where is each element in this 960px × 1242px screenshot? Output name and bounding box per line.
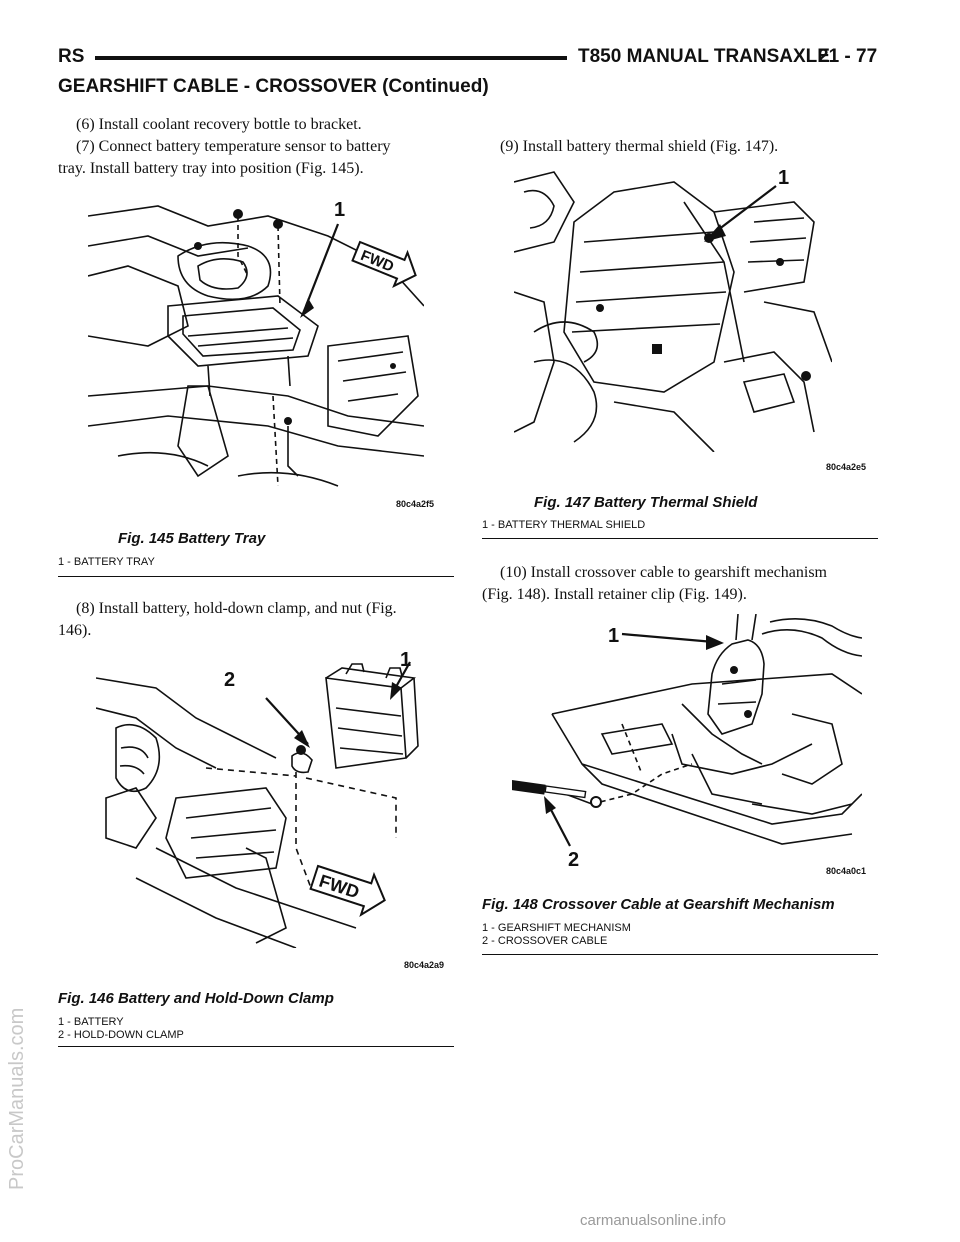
fig147-code: 80c4a2e5 [826, 462, 867, 472]
fig145-callout-1: 1 [334, 199, 346, 221]
fig148-callout-1: 1 [608, 625, 620, 647]
step-8-line-1: (8) Install battery, hold-down clamp, and nut (Fig. [76, 600, 397, 617]
fig145-fwd-label: FWD [358, 247, 397, 276]
thermal-shield-drawing [514, 162, 832, 452]
step-7-line-2: tray. Install battery tray into position (Fig. 145). [58, 160, 364, 177]
section-title: GEARSHIFT CABLE - CROSSOVER (Continued) [58, 76, 489, 97]
header-rule [95, 56, 567, 60]
fig147-callout-1: 1 [778, 167, 790, 189]
fig146-legend-1: 1 - BATTERY [58, 1016, 124, 1028]
fig145-rule [58, 576, 454, 577]
fig147-legend-1: 1 - BATTERY THERMAL SHIELD [482, 519, 646, 531]
step-6-7-paragraph [58, 114, 454, 180]
step-10-paragraph [482, 562, 878, 606]
fig148-rule [482, 954, 878, 955]
battery-holddown-drawing [96, 648, 424, 948]
footer-site-link[interactable]: carmanualsonline.info [580, 1212, 726, 1229]
side-watermark: ProCarManuals.com [6, 1007, 28, 1190]
step-10-line-2: (Fig. 148). Install retainer clip (Fig. 149). [482, 586, 747, 603]
fig147-illustration [514, 162, 832, 452]
header-title: T850 MANUAL TRANSAXLE [578, 46, 830, 67]
step-9-paragraph [482, 136, 878, 158]
fig148-legend-2: 2 - CROSSOVER CABLE [482, 935, 608, 947]
step-7-line-1: (7) Connect battery temperature sensor to battery [76, 138, 391, 155]
fig146-code: 80c4a2a9 [404, 960, 445, 970]
step-9: (9) Install battery thermal shield (Fig. 147). [500, 138, 779, 155]
fig146-title: Fig. 146 Battery and Hold-Down Clamp [58, 990, 334, 1007]
fig146-illustration [96, 648, 424, 948]
header-page-number: 21 - 77 [818, 46, 878, 67]
fig146-rule [58, 1046, 454, 1047]
fig148-legend-1: 1 - GEARSHIFT MECHANISM [482, 922, 631, 934]
fig145-title: Fig. 145 Battery Tray [118, 530, 266, 547]
fig145-illustration [88, 196, 424, 494]
step-8-line-2: 146). [58, 622, 92, 639]
fig148-title: Fig. 148 Crossover Cable at Gearshift Mechanism [482, 896, 835, 913]
fig148-illustration [512, 614, 862, 876]
fig146-callout-2: 2 [224, 669, 236, 691]
fig146-legend-2: 2 - HOLD-DOWN CLAMP [58, 1029, 184, 1041]
header-section-code: RS [58, 46, 85, 67]
fig148-callout-2: 2 [568, 849, 580, 871]
fig147-rule [482, 538, 878, 539]
step-8-paragraph [58, 598, 454, 642]
battery-tray-drawing [88, 196, 424, 494]
fig146-callout-1: 1 [400, 649, 412, 671]
step-10-line-1: (10) Install crossover cable to gearshift mechanism [500, 564, 827, 581]
fig147-title: Fig. 147 Battery Thermal Shield [534, 494, 758, 511]
gearshift-cable-drawing [512, 614, 862, 876]
fig145-code: 80c4a2f5 [396, 499, 435, 509]
fig145-legend-1: 1 - BATTERY TRAY [58, 556, 155, 568]
fig146-fwd-label: FWD [316, 870, 362, 903]
step-6: (6) Install coolant recovery bottle to bracket. [76, 116, 362, 133]
fig148-code: 80c4a0c1 [826, 866, 867, 876]
